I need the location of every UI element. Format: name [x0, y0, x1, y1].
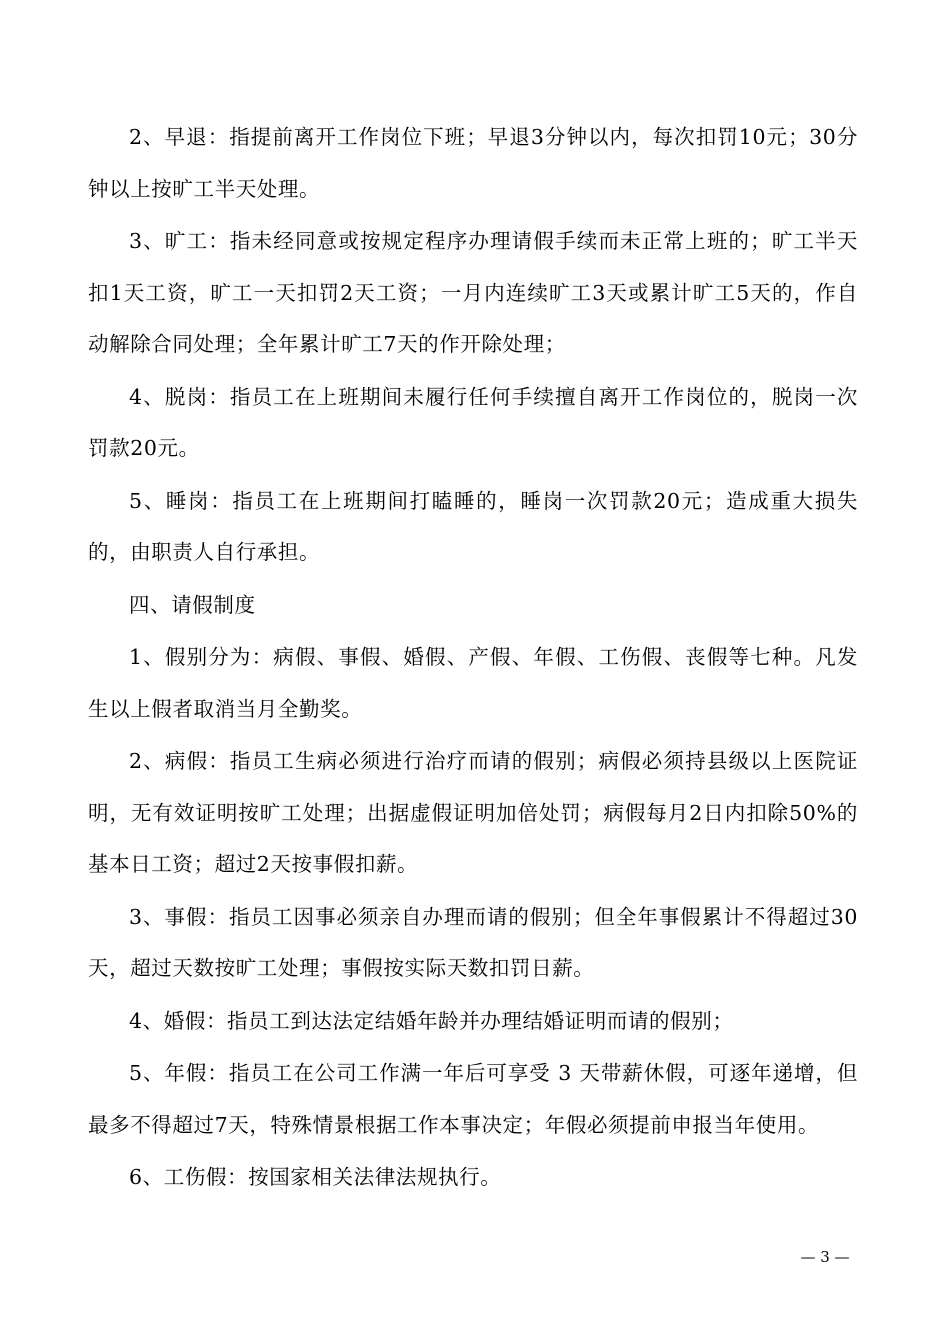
section-heading-leave-policy: 四、请假制度: [129, 592, 256, 617]
paragraph-leaving-post: 4、脱岗：指员工在上班期间未履行任何手续擅自离开工作岗位的，脱岗一次罚款20元。: [88, 384, 858, 460]
page-number: — 3 —: [800, 1248, 850, 1266]
paragraph-sick-leave: 2、病假：指员工生病必须进行治疗而请的假别；病假必须持县级以上医院证明，无有效证明按旷工处理；出据虚假证明加倍处罚；病假每月2日内扣除50%的基本日工资；超过2天按事假扣薪。: [88, 749, 858, 876]
paragraph-injury-leave: 6、工伤假：按国家相关法律法规执行。: [129, 1165, 502, 1189]
paragraph-early-leave: 2、早退：指提前离开工作岗位下班；早退3分钟以内，每次扣罚10元；30分钟以上按旷工半天处理。: [88, 125, 858, 201]
paragraph-annual-leave: 5、年假：指员工在公司工作满一年后可享受 3 天带薪休假，可逐年递增，但最多不得超过7天，特殊情景根据工作本事决定；年假必须提前申报当年使用。: [88, 1061, 858, 1137]
paragraph-sleeping-on-duty: 5、睡岗：指员工在上班期间打瞌睡的，睡岗一次罚款20元；造成重大损失的，由职责人自行承担。: [88, 488, 858, 564]
paragraph-leave-types: 1、假别分为：病假、事假、婚假、产假、年假、工伤假、丧假等七种。凡发生以上假者取消当月全勤奖。: [88, 645, 858, 721]
paragraph-personal-leave: 3、事假：指员工因事必须亲自办理而请的假别；但全年事假累计不得超过30天，超过天数按旷工处理；事假按实际天数扣罚日薪。: [88, 904, 858, 980]
document-body: [88, 112, 858, 1205]
paragraph-marriage-leave: 4、婚假：指员工到达法定结婚年龄并办理结婚证明而请的假别；: [129, 1008, 734, 1033]
paragraph-absenteeism: 3、旷工：指未经同意或按规定程序办理请假手续而未正常上班的；旷工半天扣1天工资，旷工一天扣罚2天工资；一月内连续旷工3天或累计旷工5天的，作自动解除合同处理；全年累计旷工7天的作开除处理；: [88, 229, 858, 356]
